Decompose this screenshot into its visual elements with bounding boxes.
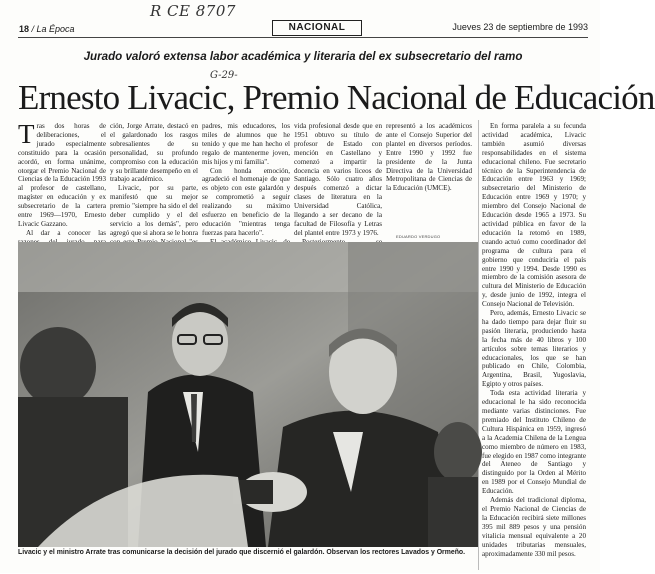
- paragraph: padres, mis educadores, los miles de alumnos que he tenido y que me han hecho el regalo de mantenerme joven, mis hijos y mi familia".: [202, 122, 290, 166]
- column-divider: [478, 120, 479, 570]
- issue-date: Jueves 23 de septiembre de 1993: [452, 22, 588, 32]
- newspaper-name: / La Época: [31, 24, 75, 34]
- section-label: NACIONAL: [272, 20, 362, 36]
- article-column-6: [482, 122, 586, 574]
- paragraph: Con honda emoción, agradeció el homenaje de que es objeto con este galardón y se comprometió a seguir realizando su máximo esfuerzo en beneficio de la educación "mientras tenga fuerzas para hacerlo".: [202, 166, 290, 237]
- handwritten-mark: G-29-: [210, 70, 238, 81]
- header-rule: [18, 37, 588, 38]
- page-number: [19, 24, 75, 34]
- paragraph: En forma paralela a su fecunda actividad académica, Livacic también asumió diversas responsabilidades en el sistema educacional chileno. Fue secretario técnico de la Superintendencia de Educación entre 1963 y 1969; subsecretario del Ministerio de Educación entre 1969 y 1970; y miembro del Consejo Nacional de Educación desde 1965 a 1973. Su actividad pública en favor de la educación la retomó en 1989, cuando actuó como coordinador del programa de cultura para el gobierno que conduciría el país entre 1990 y 1994. Desde 1990 es miembro de la comisión asesora de cultura del Ministerio de Educación y, desde junio de 1992, integra el Consejo Nacional de Televisión.: [482, 122, 586, 309]
- photo-caption: Livacic y el ministro Arrate tras comunicarse la decisión del jurado que discernió el galardón. Observan los rectores Lavados y Ormeño.: [18, 549, 466, 556]
- article-subhead: Jurado valoró extensa labor académica y literaria del ex subsecretario del ramo: [83, 50, 523, 63]
- article-column-4: [294, 122, 382, 244]
- paragraph: Al dar a conocer las: [26, 228, 106, 237]
- handwritten-archive-code: R CE 8707: [150, 2, 236, 20]
- article-column-5: [386, 122, 472, 232]
- article-photo: [18, 242, 478, 547]
- paragraph: Pero, además, Ernesto Livacic se ha dado tiempo para dejar fluir su pasión literaria, produciendo hasta la fecha más de 40 libros y 100 artículos sobre temas literarios y educacionales, los que se han publicado en Chile, Colombia, Argentina, Brasil, Yugoslavia, Egipto y otros países.: [482, 309, 586, 389]
- article-column-3: [202, 122, 290, 244]
- paragraph: ción, Jorge Arrate, destacó en el galardonado los rasgos sobresalientes de su personalidad, su profundo compromiso con la educación y su brillante desempeño en el trabajo académico.: [110, 122, 198, 184]
- page-number-value: 18: [19, 24, 30, 34]
- paragraph: Además del tradicional diploma, el Premio Nacional de Ciencias de la Educación recibirá siete millones 395 mil 889 pesos y una pensión vitalicia mensual equivalente a 20 unidades tributarias mensuales, aproximadamente 330 mil pesos.: [482, 496, 586, 558]
- photo-credit: EDUARDO VERDUGO: [396, 234, 441, 239]
- article-column-2: [110, 122, 198, 244]
- article-headline: Ernesto Livacic, Premio Nacional de Educación: [18, 78, 655, 117]
- paragraph: ras dos horas de deliberaciones, el jurado especialmente constituido para la ocasión acordó, en forma unánime, otorgar el Premio Nacional de Ciencias de la Educación 1993 al profesor de castellano, magíster en educación y ex subsecretario de la cartera entre 1969—1970, Ernesto Livacic Gazzano.: [18, 122, 106, 228]
- paragraph: vida profesional desde que en 1951 obtuvo su título de profesor de Estado con mención en Castellano y comenzó a impartir la docencia en varios liceos de Santiago. Sólo cuatro años después comenzó a dictar clases de literatura en la Universidad Católica, llegando a ser decano de la facultad de Filosofía y Letras del plantel entre 1973 y 1976.: [294, 122, 382, 237]
- paragraph: Livacic, por su parte, manifestó que su mejor premio "siempre ha sido el del deber cumplido y el del servicio a los demás", pero agregó que si ahora se le honra: [110, 184, 198, 237]
- paragraph: representó a los académicos ante el Consejo Superior del plantel en diversos períodos. Entre 1990 y 1992 fue presidente de la Junta Directiva de la Universidad Metropolitana de Ciencias de la Educación (UMCE).: [386, 122, 472, 193]
- drop-cap: T: [18, 119, 35, 149]
- article-column-1: [18, 119, 106, 244]
- photo-illustration: [18, 242, 478, 547]
- paragraph: Toda esta actividad literaria y educacional le ha sido reconocida mediante varias distinciones. Fue premiado del Instituto Chileno de Cultura Hispánica en 1959, ingresó a la Academia Chilena de la Lengua como miembro de número en 1983, fue elegido en 1987 como integrante del Ateneo de Santiago y distinguido por la Orden al Mérito en 1989 por el Consejo Mundial de Educación.: [482, 389, 586, 496]
